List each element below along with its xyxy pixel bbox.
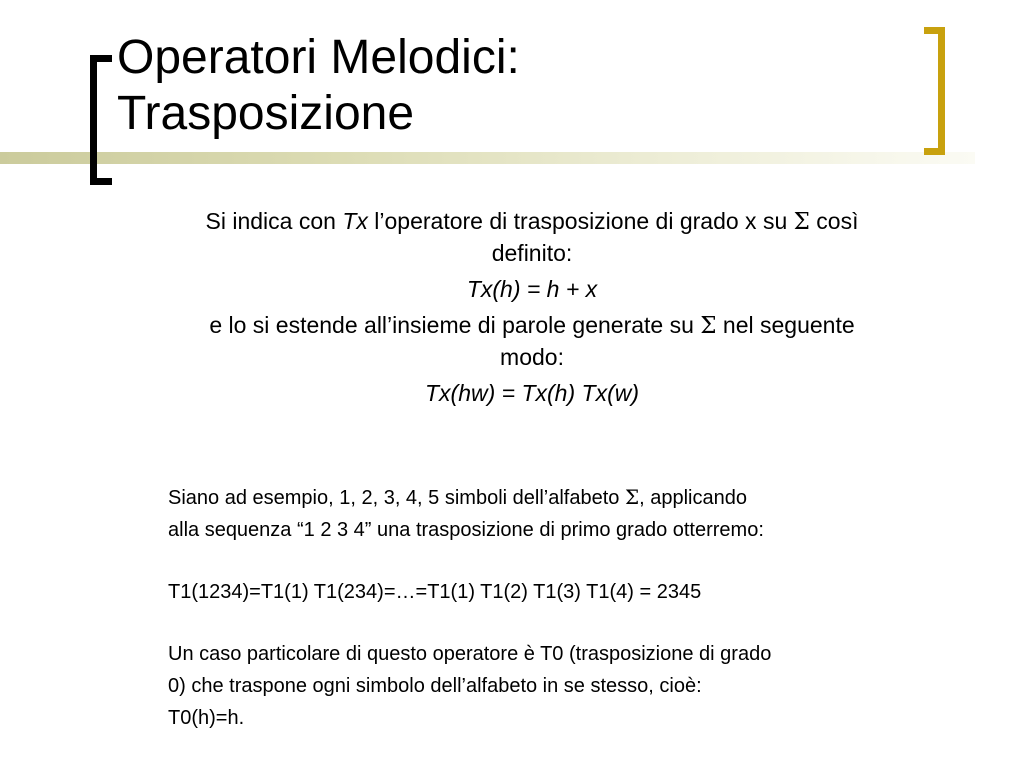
intro-line-1-middle: l’operatore di trasposizione di grado x su <box>367 208 794 234</box>
intro-line-3-start: e lo si estende all’insieme di parole generate su <box>209 312 701 338</box>
title-underline-band <box>0 152 975 164</box>
intro-definition <box>112 206 952 409</box>
slide-title-line-2: Trasposizione <box>117 87 415 140</box>
sigma-symbol: Σ <box>793 209 810 235</box>
intro-line-3-end: nel seguente <box>716 312 855 338</box>
special-case-paragraph <box>168 638 968 734</box>
formula-1: Tx(h) = h + x <box>466 276 598 302</box>
intro-line-2: definito: <box>491 240 573 266</box>
example-paragraph <box>168 481 968 546</box>
intro-line-4: modo: <box>500 344 564 370</box>
example-line-2: alla sequenza “1 2 3 4” una trasposizione di primo grado otterremo: <box>168 519 764 541</box>
example-computation: T1(1234)=T1(1) T1(234)=…=T1(1) T1(2) T1(3) T1(4) = 2345 <box>168 581 702 603</box>
formula-2: Tx(hw) = Tx(h) Tx(w) <box>424 380 639 406</box>
slide-title <box>117 30 520 142</box>
example-line-1-end: , applicando <box>639 487 747 509</box>
special-case-line-2: 0) che traspone ogni simbolo dell’alfabeto in se stesso, cioè: <box>168 675 702 697</box>
intro-line-3 <box>112 310 952 342</box>
sigma-symbol: Σ <box>700 313 717 339</box>
left-bracket-decoration <box>90 55 112 185</box>
special-case-line-3: T0(h)=h. <box>168 707 245 729</box>
intro-line-1-start: Si indica con <box>205 208 343 234</box>
sigma-symbol: Σ <box>624 485 640 509</box>
intro-line-1 <box>112 206 952 238</box>
example-line-1-start: Siano ad esempio, 1, 2, 3, 4, 5 simboli dell’alfabeto <box>168 487 625 509</box>
intro-line-1-end: così <box>809 208 859 234</box>
special-case-line-1: Un caso particolare di questo operatore è T0 (trasposizione di grado <box>168 643 772 665</box>
example-text <box>168 481 968 734</box>
slide-title-line-1: Operatori Melodici: <box>117 31 520 84</box>
right-bracket-decoration <box>924 27 945 155</box>
operator-name: Tx <box>342 208 368 234</box>
